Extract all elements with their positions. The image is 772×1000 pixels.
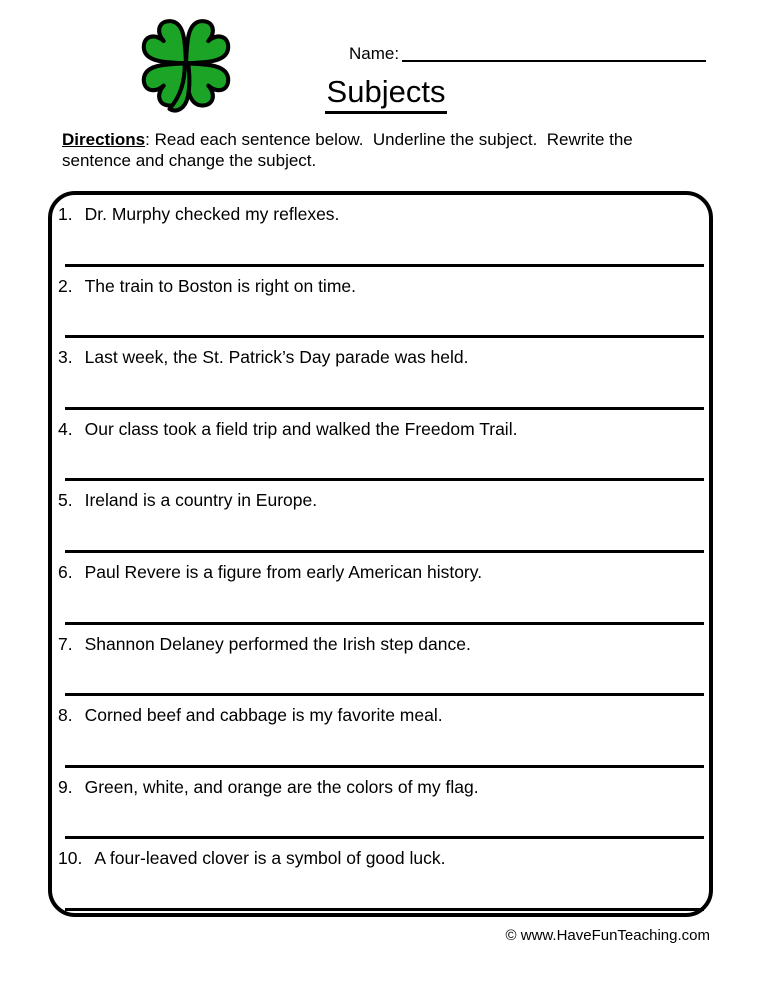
item-number: 7.	[58, 633, 73, 654]
sentence-line	[52, 698, 709, 726]
worksheet-item	[52, 340, 709, 412]
worksheet-item	[52, 770, 709, 842]
worksheet-item	[52, 627, 709, 699]
item-number: 8.	[58, 705, 73, 726]
answer-blank-line	[65, 407, 704, 410]
sentence-box	[48, 191, 713, 917]
worksheet-item	[52, 698, 709, 770]
name-label: Name:	[349, 44, 400, 63]
directions	[62, 130, 676, 172]
item-sentence: Corned beef and cabbage is my favorite meal.	[84, 705, 443, 726]
sentence-line	[52, 340, 709, 368]
item-sentence: Dr. Murphy checked my reflexes.	[84, 204, 340, 224]
item-sentence: Shannon Delaney performed the Irish step dance.	[84, 633, 471, 654]
sentence-line	[52, 770, 709, 798]
answer-blank-line	[65, 264, 704, 267]
item-number: 4.	[58, 418, 73, 439]
sentence-line	[52, 269, 709, 297]
answer-blank-line	[65, 908, 704, 911]
item-sentence: Paul Revere is a figure from early American history.	[84, 561, 483, 582]
item-number: 3.	[58, 347, 73, 368]
sentence-line	[52, 841, 709, 869]
item-sentence: A four-leaved clover is a symbol of good luck.	[94, 848, 446, 869]
item-sentence: Our class took a field trip and walked the Freedom Trail.	[84, 418, 518, 439]
item-number: 9.	[58, 776, 73, 797]
answer-blank-line	[65, 765, 704, 768]
page-title	[0, 74, 772, 114]
sentence-line	[52, 483, 709, 511]
item-sentence: Last week, the St. Patrick’s Day parade was held.	[84, 347, 469, 368]
worksheet-item	[52, 483, 709, 555]
sentence-line	[52, 555, 709, 583]
answer-blank-line	[65, 335, 704, 338]
answer-blank-line	[65, 836, 704, 839]
copyright-text: © www.HaveFunTeaching.com	[505, 927, 710, 944]
item-sentence: The train to Boston is right on time.	[84, 275, 356, 296]
worksheet-item	[52, 197, 709, 269]
directions-label: Directions	[62, 130, 146, 149]
answer-blank-line	[65, 693, 704, 696]
worksheet-item	[52, 269, 709, 341]
page-title-text: Subjects	[325, 74, 448, 114]
answer-blank-line	[65, 550, 704, 553]
item-sentence: Ireland is a country in Europe.	[84, 490, 318, 511]
item-number: 10.	[58, 848, 83, 869]
sentence-line	[52, 197, 709, 225]
answer-blank-line	[65, 478, 704, 481]
item-sentence: Green, white, and orange are the colors of my flag.	[84, 776, 479, 797]
sentence-line	[52, 412, 709, 440]
sentence-line	[52, 627, 709, 655]
item-number: 5.	[58, 490, 73, 511]
item-number: 1.	[58, 204, 73, 224]
directions-text: : Read each sentence below. Underline the subject. Rewrite the sentence and change the subject.	[62, 130, 638, 170]
worksheet-item	[52, 841, 709, 913]
item-number: 6.	[58, 561, 73, 582]
item-number: 2.	[58, 275, 73, 296]
answer-blank-line	[65, 622, 704, 625]
worksheet-item	[52, 555, 709, 627]
worksheet-item	[52, 412, 709, 484]
name-blank-line	[402, 60, 706, 62]
